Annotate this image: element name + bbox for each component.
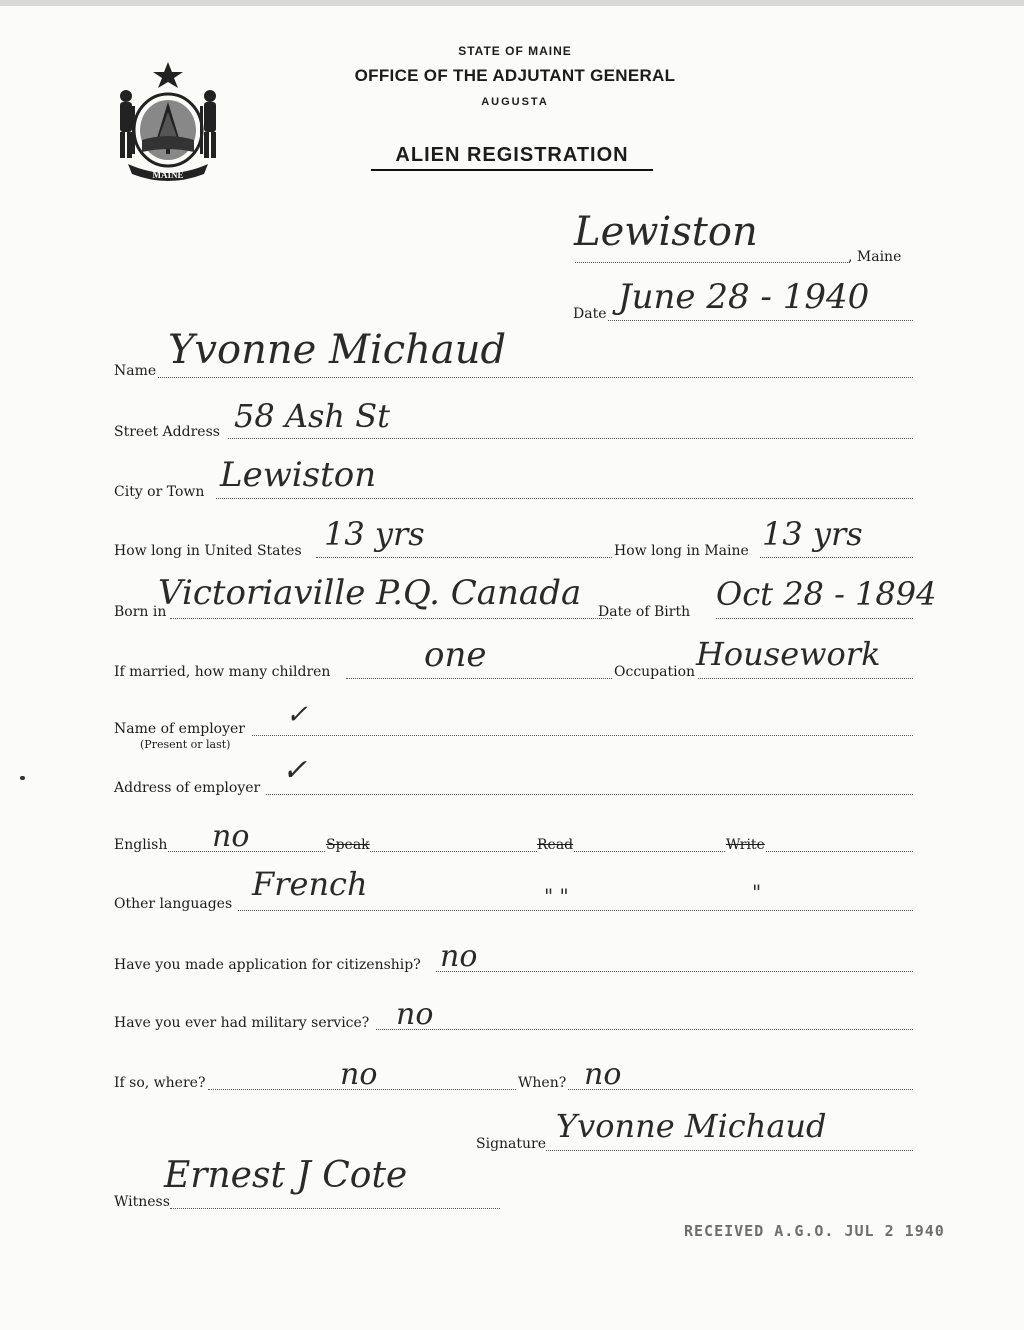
signature-handwriting: Yvonne Michaud xyxy=(556,1107,827,1145)
signature-line xyxy=(546,1150,913,1151)
children-handwriting: one xyxy=(424,635,487,675)
city-heading: AUGUSTA xyxy=(481,96,549,108)
write-label: Write xyxy=(726,837,765,853)
signature-label: Signature xyxy=(476,1136,547,1152)
occupation-handwriting: Housework xyxy=(696,635,881,673)
employer-address-handwriting: ✓ xyxy=(282,753,308,788)
dob-label: Date of Birth xyxy=(598,604,691,620)
children-line xyxy=(346,678,612,679)
when-label: When? xyxy=(518,1075,567,1091)
stray-ink-mark xyxy=(20,776,25,780)
other-languages-handwriting: French xyxy=(252,865,368,903)
witness-label: Witness xyxy=(114,1194,170,1210)
date-label: Date xyxy=(573,306,607,322)
when-handwriting: no xyxy=(584,1057,622,1092)
children-label: If married, how many children xyxy=(114,664,331,680)
employer-note: (Present or last) xyxy=(140,738,231,751)
other-languages-line xyxy=(238,910,913,911)
other-languages-label: Other languages xyxy=(114,896,233,912)
born-line xyxy=(170,618,612,619)
maine-time-handwriting: 13 yrs xyxy=(762,515,863,553)
date-line xyxy=(608,320,913,321)
employer-address-label: Address of employer xyxy=(114,780,261,796)
military-handwriting: no xyxy=(396,997,434,1032)
employer-handwriting: ✓ xyxy=(286,700,308,730)
witness-handwriting: Ernest J Cote xyxy=(164,1155,408,1196)
where-handwriting: no xyxy=(340,1057,378,1092)
svg-text:MAINE: MAINE xyxy=(152,170,184,180)
english-label: English xyxy=(114,837,168,853)
city-handwriting: Lewiston xyxy=(220,455,377,495)
born-handwriting: Victoriaville P.Q. Canada xyxy=(158,573,582,613)
dob-line xyxy=(716,618,913,619)
citizenship-line xyxy=(436,971,913,972)
us-time-line xyxy=(316,557,612,558)
read-label: Read xyxy=(537,837,574,853)
ditto-mark-1: " " xyxy=(544,884,569,908)
employer-line xyxy=(252,735,913,736)
employer-address-line xyxy=(266,794,913,795)
city-label: City or Town xyxy=(114,484,205,500)
form-title: ALIEN REGISTRATION xyxy=(371,144,653,171)
street-line xyxy=(228,438,913,439)
military-label: Have you ever had military service? xyxy=(114,1015,370,1031)
us-time-handwriting: 13 yrs xyxy=(324,515,425,553)
city-line xyxy=(216,498,913,499)
name-label: Name xyxy=(114,363,157,379)
office-heading: OFFICE OF THE ADJUTANT GENERAL xyxy=(354,66,676,85)
date-handwriting: June 28 - 1940 xyxy=(618,277,870,317)
born-label: Born in xyxy=(114,604,167,620)
name-handwriting: Yvonne Michaud xyxy=(168,327,507,373)
citizenship-label: Have you made application for citizenship? xyxy=(114,957,421,973)
maine-state-seal-icon xyxy=(112,60,224,182)
employer-label: Name of employer xyxy=(114,721,245,737)
occupation-line xyxy=(698,678,913,679)
street-handwriting: 58 Ash St xyxy=(234,397,390,435)
town-handwriting: Lewiston xyxy=(574,209,758,255)
speak-label: Speak xyxy=(326,837,370,853)
english-handwriting: no xyxy=(212,819,250,854)
where-label: If so, where? xyxy=(114,1075,206,1091)
military-line xyxy=(376,1029,913,1030)
page-top-edge xyxy=(0,0,1024,6)
state-heading: STATE OF MAINE xyxy=(458,44,572,58)
ditto-mark-2: " xyxy=(752,880,762,904)
maine-time-line xyxy=(760,557,913,558)
maine-time-label: How long in Maine xyxy=(614,543,749,559)
occupation-label: Occupation xyxy=(614,664,696,680)
town-line xyxy=(575,262,850,263)
citizenship-handwriting: no xyxy=(440,939,478,974)
name-line xyxy=(158,377,913,378)
witness-line xyxy=(170,1208,500,1209)
street-label: Street Address xyxy=(114,424,220,440)
us-time-label: How long in United States xyxy=(114,543,302,559)
dob-handwriting: Oct 28 - 1894 xyxy=(716,575,937,613)
received-stamp: RECEIVED A.G.O. JUL 2 1940 xyxy=(684,1222,945,1240)
maine-label: , Maine xyxy=(848,249,902,265)
